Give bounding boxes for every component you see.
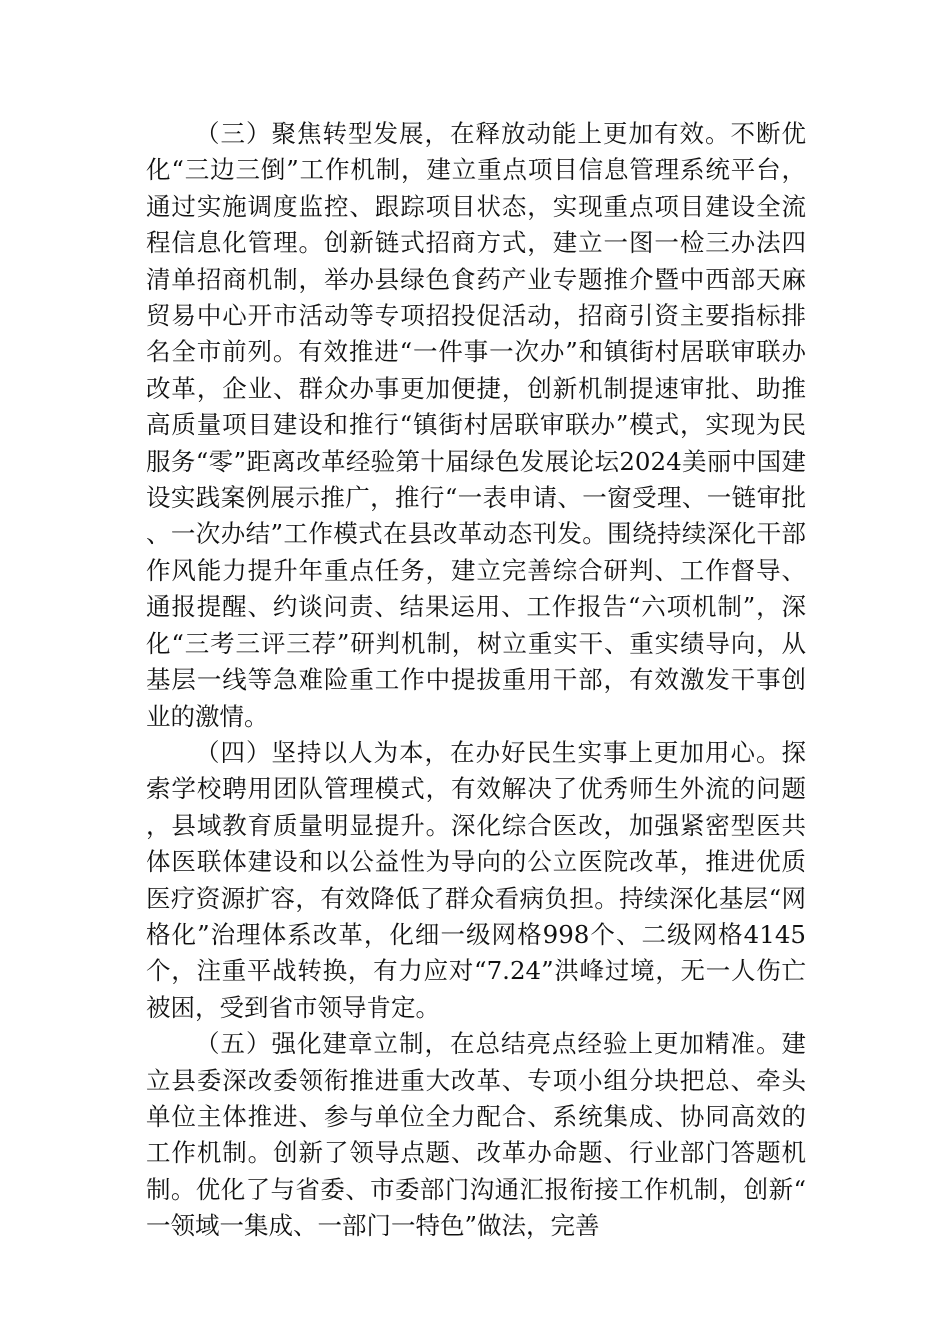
document-body bbox=[146, 116, 806, 1245]
paragraph-five: （五）强化建章立制，在总结亮点经验上更加精准。建立县委深改委领衔推进重大改革、专项小组分块把总、牵头单位主体推进、参与单位全力配合、系统集成、协同高效的工作机制。创新了领导点题、改革办命题、行业部门答题机制。优化了与省委、市委部门沟通汇报衔接工作机制，创新“一领域一集成、一部门一特色”做法，完善 bbox=[146, 1029, 806, 1241]
paragraph-four: （四）坚持以人为本，在办好民生实事上更加用心。探索学校聘用团队管理模式，有效解决了优秀师生外流的问题，县域教育质量明显提升。深化综合医改，加强紧密型医共体医联体建设和以公益性为导向的公立医院改革，推进优质医疗资源扩容，有效降低了群众看病负担。持续深化基层“网格化”治理体系改革，化细一级网格998个、二级网格4145个，注重平战转换，有力应对“7.24”洪峰过境，无一人伤亡被困，受到省市领导肯定。 bbox=[146, 737, 806, 1022]
paragraph-three: （三）聚焦转型发展，在释放动能上更加有效。不断优化“三边三倒”工作机制，建立重点项目信息管理系统平台，通过实施调度监控、跟踪项目状态，实现重点项目建设全流程信息化管理。创新链式招商方式，建立一图一检三办法四清单招商机制，举办县绿色食药产业专题推介暨中西部天麻贸易中心开市活动等专项招投促活动，招商引资主要指标排名全市前列。有效推进“一件事一次办”和镇街村居联审联办改革，企业、群众办事更加便捷，创新机制提速审批、助推高质量项目建设和推行“镇街村居联审联办”模式，实现为民服务“零”距离改革经验第十届绿色发展论坛2024美丽中国建设实践案例展示推广，推行“一表申请、一窗受理、一链审批、一次办结”工作模式在县改革动态刊发。围绕持续深化干部作风能力提升年重点任务，建立完善综合研判、工作督导、通报提醒、约谈问责、结果运用、工作报告“六项机制”，深化“三考三评三荐”研判机制，树立重实干、重实绩导向，从基层一线等急难险重工作中提拔重用干部，有效激发干事创业的激情。 bbox=[146, 119, 806, 731]
